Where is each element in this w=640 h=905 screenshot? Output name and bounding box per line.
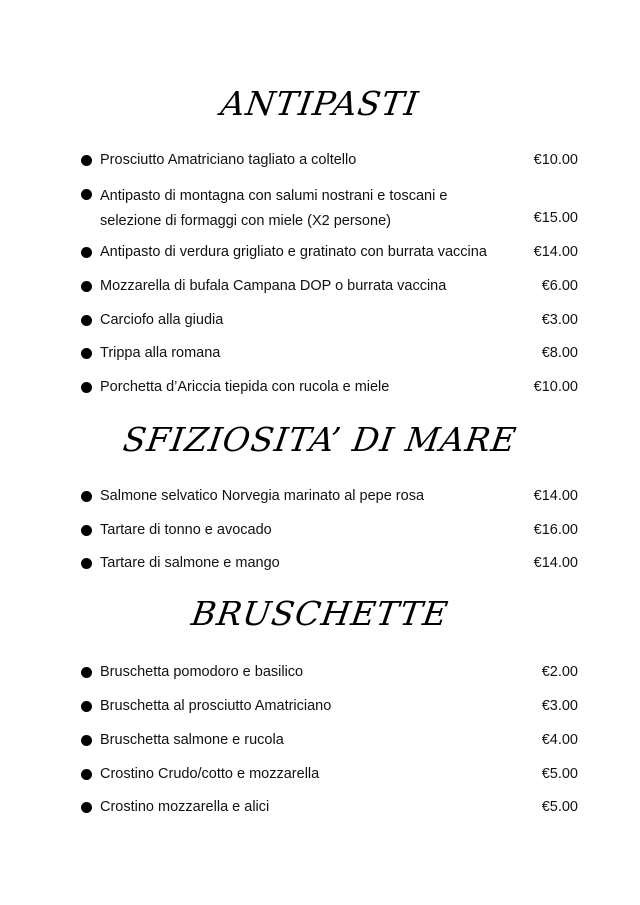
menu-item	[80, 242, 580, 262]
menu-item	[80, 520, 580, 540]
section-title-bruschette: BRUSCHETTE	[189, 594, 451, 633]
menu-item	[80, 553, 580, 573]
menu-item-name: Bruschetta al prosciutto Amatriciano	[100, 698, 332, 714]
menu-item-name: Carciofo alla giudia	[100, 312, 224, 328]
menu-item	[80, 276, 580, 296]
menu-item-name-line1: Antipasto di montagna con salumi nostrani e toscani e	[100, 188, 448, 204]
menu-item-name: Tartare di salmone e mango	[100, 555, 280, 571]
bullet-icon	[81, 382, 92, 393]
menu-item-name: Mozzarella di bufala Campana DOP o burrata vaccina	[100, 278, 447, 294]
menu-item-name: Salmone selvatico Norvegia marinato al pepe rosa	[100, 488, 425, 504]
section-title-antipasti: ANTIPASTI	[218, 84, 422, 123]
menu-item	[80, 310, 580, 330]
bullet-icon	[81, 667, 92, 678]
menu-item-name: Prosciutto Amatriciano tagliato a coltello	[100, 152, 357, 168]
menu-item-name: Trippa alla romana	[100, 345, 221, 361]
menu-item-price: €6.00	[541, 278, 578, 294]
menu-item	[80, 730, 580, 750]
bullet-icon	[81, 189, 92, 200]
menu-item	[80, 696, 580, 716]
menu-item-price: €14.00	[533, 244, 578, 260]
menu-item-price: €3.00	[541, 698, 578, 714]
bullet-icon	[81, 155, 92, 166]
section-title-sfiziosita-di-mare: SFIZIOSITA’ DI MARE	[120, 420, 520, 459]
bullet-icon	[81, 525, 92, 536]
menu-item	[80, 184, 580, 232]
bullet-icon	[81, 491, 92, 502]
menu-item-price: €4.00	[541, 732, 578, 748]
bullet-icon	[81, 281, 92, 292]
bullet-icon	[81, 348, 92, 359]
menu-item-price: €5.00	[541, 766, 578, 782]
menu-item-price: €16.00	[533, 522, 578, 538]
menu-item-price: €2.00	[541, 664, 578, 680]
menu-item-name: Tartare di tonno e avocado	[100, 522, 272, 538]
menu-item-price: €14.00	[533, 488, 578, 504]
menu-item-name: Bruschetta salmone e rucola	[100, 732, 284, 748]
bullet-icon	[81, 558, 92, 569]
menu-item-name: Porchetta d’Ariccia tiepida con rucola e miele	[100, 379, 390, 395]
bullet-icon	[81, 315, 92, 326]
menu-item	[80, 764, 580, 784]
menu-item-name: Crostino Crudo/cotto e mozzarella	[100, 766, 320, 782]
menu-item-name	[100, 184, 540, 234]
bullet-icon	[81, 735, 92, 746]
menu-item-name-line2: selezione di formaggi con miele (X2 persone)	[100, 213, 391, 229]
bullet-icon	[81, 247, 92, 258]
menu-item-price: €10.00	[533, 379, 578, 395]
menu-item	[80, 486, 580, 506]
menu-item-price: €3.00	[541, 312, 578, 328]
menu-item-price: €8.00	[541, 345, 578, 361]
bullet-icon	[81, 701, 92, 712]
menu-item	[80, 150, 580, 170]
menu-item-name: Bruschetta pomodoro e basilico	[100, 664, 304, 680]
bullet-icon	[81, 802, 92, 813]
menu-item-name: Antipasto di verdura grigliato e gratinato con burrata vaccina	[100, 244, 487, 260]
menu-item	[80, 797, 580, 817]
menu-item	[80, 343, 580, 363]
menu-item-price: €5.00	[541, 799, 578, 815]
bullet-icon	[81, 769, 92, 780]
menu-item	[80, 377, 580, 397]
menu-item-name: Crostino mozzarella e alici	[100, 799, 270, 815]
menu-item-price: €15.00	[533, 210, 578, 226]
menu-item-price: €14.00	[533, 555, 578, 571]
menu-item-price: €10.00	[533, 152, 578, 168]
menu-item	[80, 662, 580, 682]
